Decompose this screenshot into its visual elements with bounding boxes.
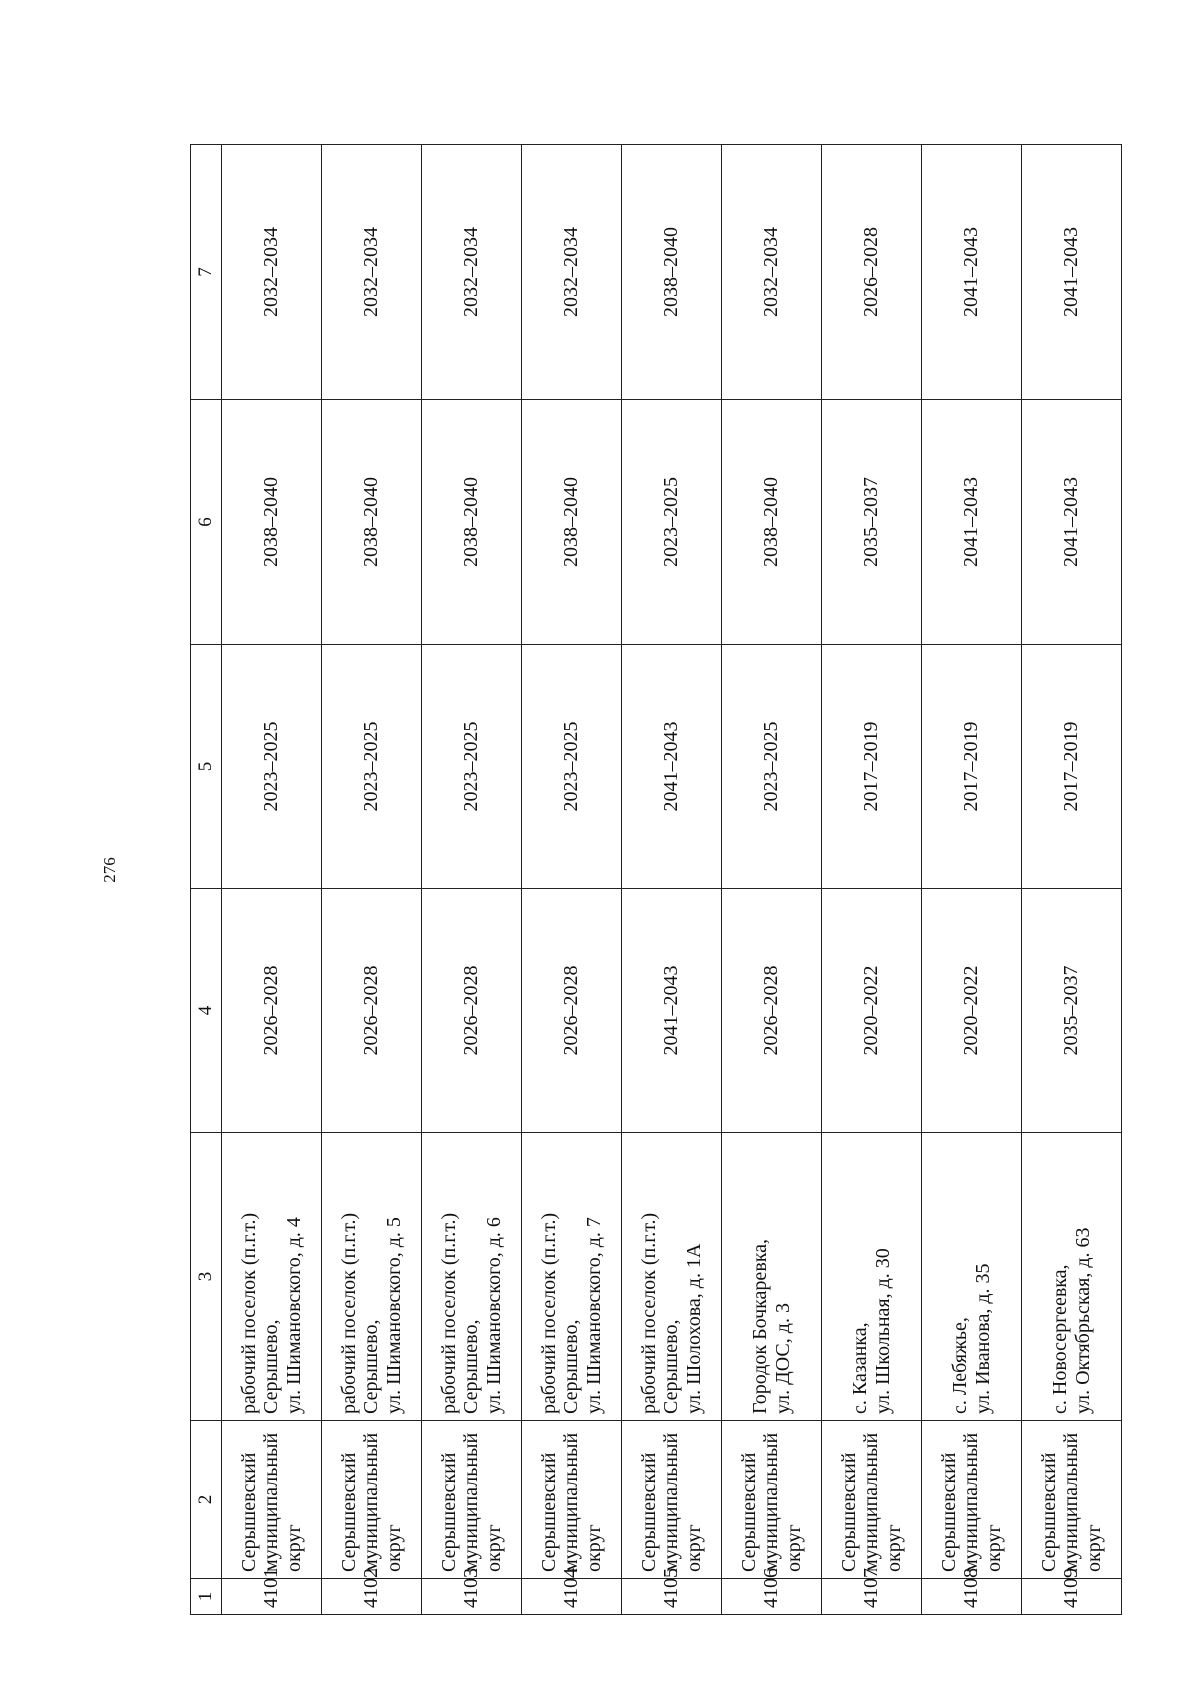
period-cell-c6: 2035–2037: [822, 400, 922, 645]
row-number: 4104: [522, 1579, 622, 1615]
period-cell-c7: 2041–2043: [1022, 145, 1122, 400]
housing-schedule-table: [190, 144, 1122, 1615]
district-line: Серышевский: [537, 1452, 560, 1572]
period-cell-c7: 2041–2043: [922, 145, 1022, 400]
district-cell: [922, 1421, 1022, 1579]
district-line: Серышевский: [937, 1452, 960, 1572]
address-line: Серышево,: [560, 1319, 583, 1414]
district-cell: [322, 1421, 422, 1579]
district-line: округ: [482, 1524, 505, 1572]
district-line: муниципальный: [460, 1432, 483, 1572]
period-cell-c5: 2017–2019: [1022, 645, 1122, 889]
period-cell-c6: 2041–2043: [922, 400, 1022, 645]
address-cell: [622, 1133, 722, 1421]
district-line: округ: [582, 1524, 605, 1572]
address-cell: [922, 1133, 1022, 1421]
district-line: муниципальный: [860, 1432, 883, 1572]
district-cell: [722, 1421, 822, 1579]
period-cell-c7: 2026–2028: [822, 145, 922, 400]
period-cell-c5: 2023–2025: [722, 645, 822, 889]
address-line: с. Новосергеевка,: [1049, 1264, 1072, 1414]
address-line: рабочий поселок (п.г.т.): [237, 1212, 260, 1414]
period-cell-c6: 2041–2043: [1022, 400, 1122, 645]
period-cell-c7: 2038–2040: [622, 145, 722, 400]
address-line: ул. Шимановского, д. 6: [482, 1217, 505, 1414]
period-cell-c6: 2038–2040: [722, 400, 822, 645]
row-number: 4107: [822, 1579, 922, 1615]
table-row: [622, 145, 722, 1615]
row-number: 4101: [222, 1579, 322, 1615]
row-number: 4102: [322, 1579, 422, 1615]
address-line: ул. Октябрьская, д. 63: [1071, 1227, 1094, 1414]
address-line: ул. Школьная, д. 30: [871, 1248, 894, 1414]
table-row: [822, 145, 922, 1615]
address-line: Серышево,: [360, 1319, 383, 1414]
column-header: 3: [191, 1133, 222, 1421]
address-line: ул. ДОС, д. 3: [771, 1303, 794, 1414]
address-cell: [1022, 1133, 1122, 1421]
address-line: Городок Бочкаревка,: [749, 1238, 772, 1414]
period-cell-c4: 2020–2022: [822, 889, 922, 1133]
address-line: ул. Шимановского, д. 4: [282, 1217, 305, 1414]
address-line: рабочий поселок (п.г.т.): [637, 1212, 660, 1414]
period-cell-c5: 2023–2025: [322, 645, 422, 889]
district-line: Серышевский: [1037, 1452, 1060, 1572]
period-cell-c5: 2017–2019: [822, 645, 922, 889]
address-line: рабочий поселок (п.г.т.): [437, 1212, 460, 1414]
district-line: Серышевский: [737, 1452, 760, 1572]
period-cell-c6: 2023–2025: [622, 400, 722, 645]
table-container: [190, 145, 1120, 1615]
period-cell-c4: 2026–2028: [222, 889, 322, 1133]
row-number: 4103: [422, 1579, 522, 1615]
address-cell: [422, 1133, 522, 1421]
header-row: [191, 145, 222, 1615]
table-row: [922, 145, 1022, 1615]
district-line: Серышевский: [837, 1452, 860, 1572]
address-line: с. Лебяжье,: [949, 1317, 972, 1414]
period-cell-c4: 2026–2028: [322, 889, 422, 1133]
period-cell-c6: 2038–2040: [322, 400, 422, 645]
address-line: рабочий поселок (п.г.т.): [337, 1212, 360, 1414]
period-cell-c7: 2032–2034: [422, 145, 522, 400]
table-row: [1022, 145, 1122, 1615]
address-line: ул. Шимановского, д. 7: [582, 1217, 605, 1414]
district-line: Серышевский: [437, 1452, 460, 1572]
district-line: муниципальный: [760, 1432, 783, 1572]
period-cell-c5: 2017–2019: [922, 645, 1022, 889]
period-cell-c4: 2020–2022: [922, 889, 1022, 1133]
column-header: 5: [191, 645, 222, 889]
table-row: [722, 145, 822, 1615]
district-line: округ: [682, 1524, 705, 1572]
period-cell-c7: 2032–2034: [722, 145, 822, 400]
address-cell: [322, 1133, 422, 1421]
address-line: ул. Шимановского, д. 5: [382, 1217, 405, 1414]
district-cell: [622, 1421, 722, 1579]
district-cell: [222, 1421, 322, 1579]
district-cell: [822, 1421, 922, 1579]
row-number: 4105: [622, 1579, 722, 1615]
period-cell-c5: 2023–2025: [422, 645, 522, 889]
address-cell: [222, 1133, 322, 1421]
district-line: муниципальный: [660, 1432, 683, 1572]
address-line: Серышево,: [260, 1319, 283, 1414]
period-cell-c6: 2038–2040: [422, 400, 522, 645]
address-cell: [522, 1133, 622, 1421]
column-header: 1: [191, 1579, 222, 1615]
column-header: 4: [191, 889, 222, 1133]
district-line: округ: [782, 1524, 805, 1572]
district-line: муниципальный: [960, 1432, 983, 1572]
table-row: [522, 145, 622, 1615]
district-line: округ: [882, 1524, 905, 1572]
period-cell-c4: 2026–2028: [422, 889, 522, 1133]
row-number: 4106: [722, 1579, 822, 1615]
district-line: муниципальный: [560, 1432, 583, 1572]
period-cell-c5: 2023–2025: [522, 645, 622, 889]
period-cell-c4: 2041–2043: [622, 889, 722, 1133]
district-line: муниципальный: [360, 1432, 383, 1572]
district-line: муниципальный: [260, 1432, 283, 1572]
district-line: Серышевский: [337, 1452, 360, 1572]
page-number: 276: [100, 857, 119, 883]
period-cell-c4: 2035–2037: [1022, 889, 1122, 1133]
address-line: Серышево,: [660, 1319, 683, 1414]
district-cell: [422, 1421, 522, 1579]
column-header: 6: [191, 400, 222, 645]
address-cell: [722, 1133, 822, 1421]
district-line: Серышевский: [637, 1452, 660, 1572]
period-cell-c7: 2032–2034: [222, 145, 322, 400]
period-cell-c6: 2038–2040: [522, 400, 622, 645]
district-line: округ: [1082, 1524, 1105, 1572]
table-body: [222, 145, 1122, 1615]
table-row: [422, 145, 522, 1615]
address-line: ул. Иванова, д. 35: [971, 1263, 994, 1414]
period-cell-c4: 2026–2028: [522, 889, 622, 1133]
district-line: муниципальный: [1060, 1432, 1083, 1572]
period-cell-c4: 2026–2028: [722, 889, 822, 1133]
district-cell: [1022, 1421, 1122, 1579]
address-cell: [822, 1133, 922, 1421]
address-line: ул. Шолохова, д. 1А: [682, 1243, 705, 1414]
district-cell: [522, 1421, 622, 1579]
district-line: округ: [982, 1524, 1005, 1572]
district-line: округ: [282, 1524, 305, 1572]
period-cell-c6: 2038–2040: [222, 400, 322, 645]
district-line: Серышевский: [237, 1452, 260, 1572]
column-header: 7: [191, 145, 222, 400]
district-line: округ: [382, 1524, 405, 1572]
period-cell-c7: 2032–2034: [522, 145, 622, 400]
table-row: [222, 145, 322, 1615]
column-header: 2: [191, 1421, 222, 1579]
address-line: Серышево,: [460, 1319, 483, 1414]
row-number: 4109: [1022, 1579, 1122, 1615]
address-line: рабочий поселок (п.г.т.): [537, 1212, 560, 1414]
period-cell-c5: 2023–2025: [222, 645, 322, 889]
row-number: 4108: [922, 1579, 1022, 1615]
table-row: [322, 145, 422, 1615]
period-cell-c5: 2041–2043: [622, 645, 722, 889]
address-line: с. Казанка,: [849, 1322, 872, 1414]
period-cell-c7: 2032–2034: [322, 145, 422, 400]
